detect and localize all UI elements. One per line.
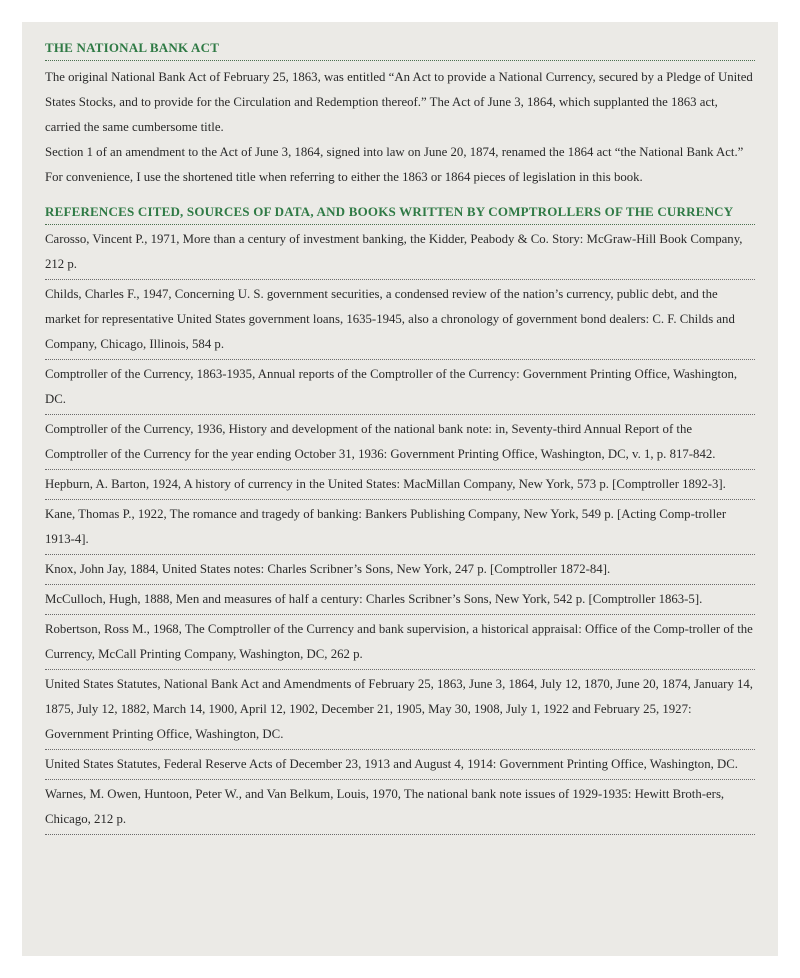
reference-item: United States Statutes, National Bank Act and Amendments of February 25, 1863, June 3, 1864, July 12, 1870, June 20, 1874, January 14, 1875, July 12, 1882, March 14, 1900, April 12, 1902, December 21, 1905, May 30, 1908, July 1, 1922 and February 25, 1927: Government Printing Office, Washington, DC. [45,670,755,750]
reference-item: Comptroller of the Currency, 1863-1935, Annual reports of the Comptroller of the Currency: Government Printing Office, Washington, DC. [45,360,755,415]
paragraph: Section 1 of an amendment to the Act of June 3, 1864, signed into law on June 20, 1874, renamed the 1864 act “the National Bank Act.” For convenience, I use the shortened title when referring to either the 1863 or 1864 pieces of legislation in this book. [45,145,744,184]
reference-item: Robertson, Ross M., 1968, The Comptroller of the Currency and bank supervision, a historical appraisal: Office of the Comp-troller of the Currency, McCall Printing Company, Washington, DC, 262 p. [45,615,755,670]
reference-item: McCulloch, Hugh, 1888, Men and measures of half a century: Charles Scribner’s Sons, New York, 542 p. [Comptroller 1863-5]. [45,585,755,615]
reference-item: Kane, Thomas P., 1922, The romance and tragedy of banking: Bankers Publishing Company, New York, 549 p. [Acting Comp-troller 1913-4]. [45,500,755,555]
reference-item: Warnes, M. Owen, Huntoon, Peter W., and Van Belkum, Louis, 1970, The national bank note issues of 1929-1935: Hewitt Broth-ers, Chicago, 212 p. [45,780,755,835]
national-bank-act-text [45,65,755,190]
section-heading-references: REFERENCES CITED, SOURCES OF DATA, AND BOOKS WRITTEN BY COMPTROLLERS OF THE CURRENCY [45,204,755,225]
reference-item: Carosso, Vincent P., 1971, More than a century of investment banking, the Kidder, Peabody & Co. Story: McGraw-Hill Book Company, 212 p. [45,225,755,280]
document-panel [22,22,778,956]
reference-item: United States Statutes, Federal Reserve Acts of December 23, 1913 and August 4, 1914: Government Printing Office, Washington, DC. [45,750,755,780]
paragraph: The original National Bank Act of February 25, 1863, was entitled “An Act to provide a National Currency, secured by a Pledge of United States Stocks, and to provide for the Circulation and Redemption thereof.” The Act of June 3, 1864, which supplanted the 1863 act, carried the same cumbersome title. [45,70,753,134]
reference-item: Knox, John Jay, 1884, United States notes: Charles Scribner’s Sons, New York, 247 p. [Comptroller 1872-84]. [45,555,755,585]
reference-list [45,225,755,835]
section-heading-national-bank-act: THE NATIONAL BANK ACT [45,40,755,61]
reference-item: Comptroller of the Currency, 1936, History and development of the national bank note: in, Seventy-third Annual Report of the Comptroller of the Currency for the year ending October 31, 1936: Government Printing Office, Washington, DC, v. 1, p. 817-842. [45,415,755,470]
reference-item: Childs, Charles F., 1947, Concerning U. S. government securities, a condensed review of the nation’s currency, public debt, and the market for representative United States government loans, 1635-1945, also a chronology of government bond dealers: C. F. Childs and Company, Chicago, Illinois, 584 p. [45,280,755,360]
reference-item: Hepburn, A. Barton, 1924, A history of currency in the United States: MacMillan Company, New York, 573 p. [Comptroller 1892-3]. [45,470,755,500]
